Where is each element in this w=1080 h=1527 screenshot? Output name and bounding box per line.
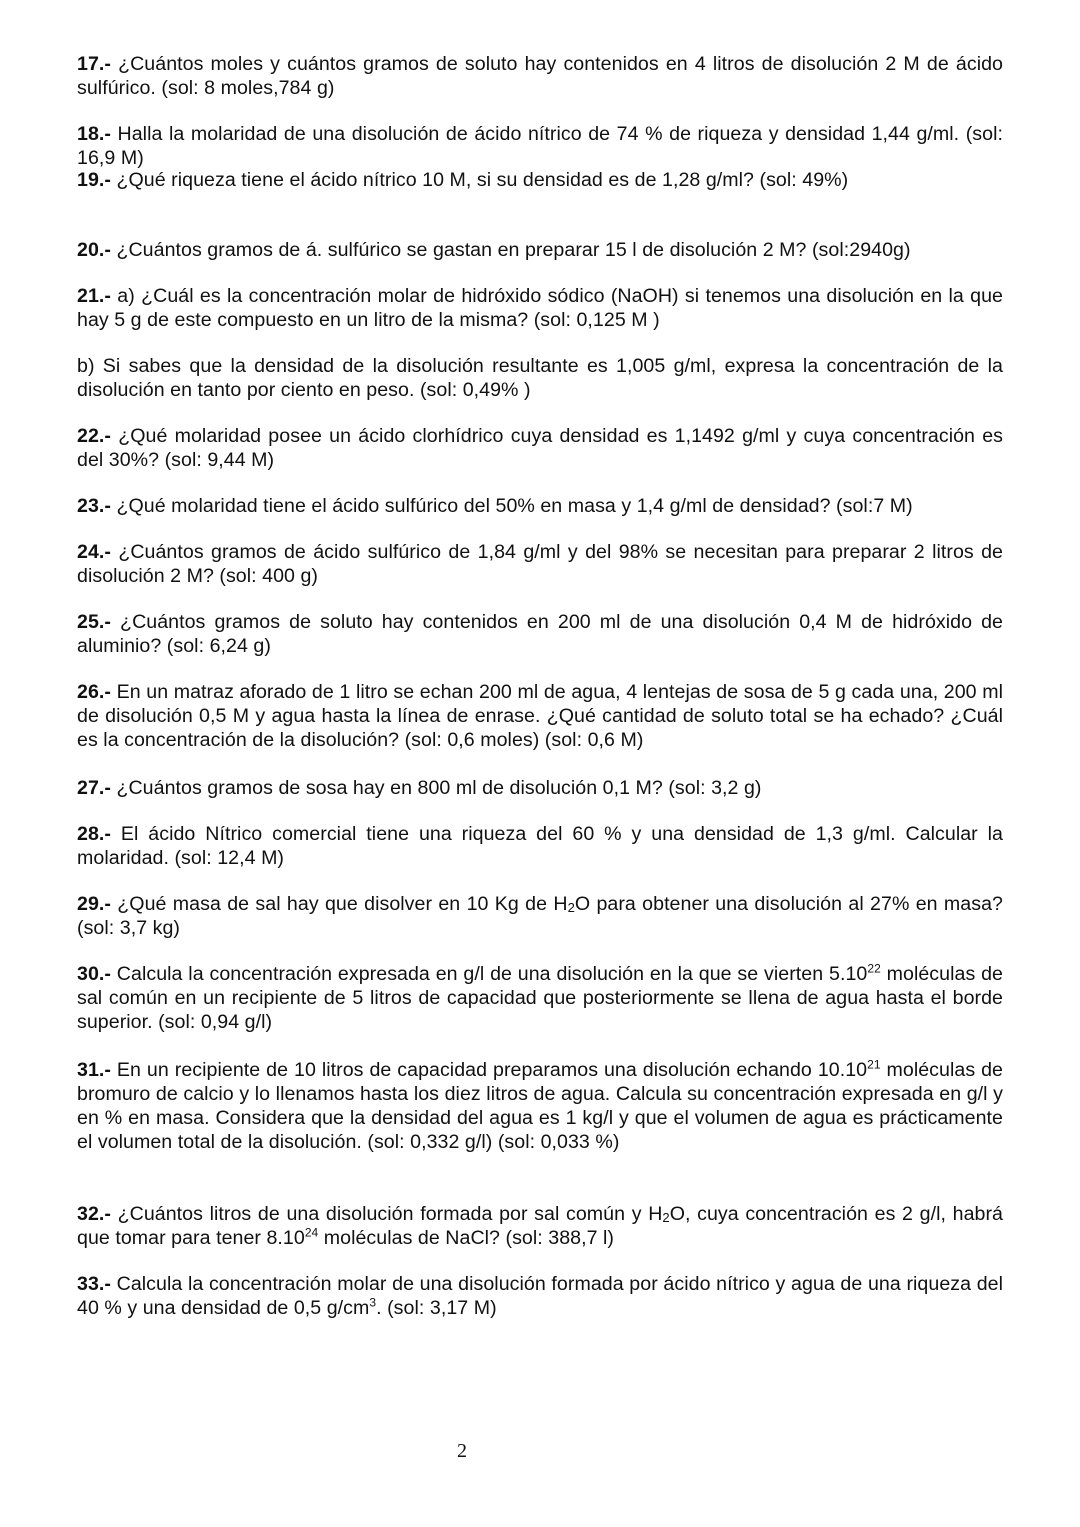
- problem-number: 19.-: [77, 169, 111, 191]
- problem-number: 27.-: [77, 777, 111, 799]
- problem-text: Calcula la concentración molar de una disolución formada por ácido nítrico y agua de una riqueza del 40 % y una densidad de 0,5 g/cm: [77, 1273, 1004, 1319]
- problem-item: [77, 52, 1003, 100]
- problem-text: moléculas de bromuro de calcio y lo llenamos hasta los diez litros de agua. Calcula su concentración expresada en g/l y en % en masa. Considera que la densidad del agua es 1 kg/l y que el volumen de agua es prácticamente el volumen total de la disolución. (sol: 0,332 g/l) (sol: 0,033 %): [77, 1059, 1003, 1153]
- problem-number: 17.-: [77, 53, 111, 75]
- problem-number: 33.-: [77, 1273, 111, 1295]
- problem-item: [77, 1272, 1003, 1320]
- problem-item: [77, 680, 1003, 752]
- subscript: 2: [662, 1210, 670, 1225]
- problem-number: 31.-: [77, 1059, 111, 1081]
- problem-text: Calcula la concentración expresada en g/l de una disolución en la que se vierten 5.10: [116, 963, 868, 985]
- problem-text: ¿Qué molaridad tiene el ácido sulfúrico del 50% en masa y 1,4 g/ml de densidad? (sol:7 M): [116, 495, 913, 517]
- problem-item: [77, 168, 1003, 192]
- problem-item: [77, 494, 1003, 518]
- page-number: 2: [457, 1440, 467, 1462]
- problem-text: ¿Cuántos gramos de soluto hay contenidos en 200 ml de una disolución 0,4 M de hidróxido de aluminio? (sol: 6,24 g): [77, 611, 1003, 657]
- problem-text: moléculas de sal común en un recipiente de 5 litros de capacidad que posteriormente se llena de agua hasta el borde superior. (sol: 0,94 g/l): [77, 963, 1003, 1033]
- problem-item: [77, 122, 1003, 170]
- problem-item: [77, 892, 1003, 940]
- problem-text: ¿Cuántos gramos de sosa hay en 800 ml de disolución 0,1 M? (sol: 3,2 g): [116, 777, 762, 799]
- problem-number: 29.-: [77, 893, 111, 915]
- problem-number: 30.-: [77, 963, 111, 985]
- problem-item: [77, 424, 1003, 472]
- problem-number: 25.-: [77, 611, 111, 633]
- problem-text: ¿Qué molaridad posee un ácido clorhídrico cuya densidad es 1,1492 g/ml y cuya concentración es del 30%? (sol: 9,44 M): [77, 425, 1003, 471]
- superscript: 24: [304, 1225, 319, 1240]
- problem-text: ¿Qué riqueza tiene el ácido nítrico 10 M, si su densidad es de 1,28 g/ml? (sol: 49%): [116, 169, 849, 191]
- problem-text: ¿Cuántos moles y cuántos gramos de soluto hay contenidos en 4 litros de disolución 2 M de ácido sulfúrico. (sol: 8 moles,784 g): [77, 53, 1003, 99]
- problem-item: [77, 610, 1003, 658]
- problem-text: Halla la molaridad de una disolución de ácido nítrico de 74 % de riqueza y densidad 1,44 g/ml. (sol: 16,9 M): [77, 123, 1003, 169]
- problem-item: [77, 962, 1003, 1034]
- problem-text: O, cuya concentración es 2 g/l, habrá que tomar para tener 8.10: [77, 1203, 1003, 1249]
- problem-text: El ácido Nítrico comercial tiene una riqueza del 60 % y una densidad de 1,3 g/ml. Calcular la molaridad. (sol: 12,4 M): [77, 823, 1004, 869]
- problem-number: 21.-: [77, 285, 111, 307]
- problem-text: En un recipiente de 10 litros de capacidad preparamos una disolución echando 10.10: [116, 1059, 868, 1081]
- problem-item: [77, 822, 1003, 870]
- superscript: 3: [369, 1295, 377, 1310]
- problem-number: 32.-: [77, 1203, 111, 1225]
- problem-item: [77, 776, 1003, 800]
- problem-text: moléculas de NaCl? (sol: 388,7 l): [318, 1227, 615, 1249]
- problem-item: [77, 1202, 1003, 1250]
- problem-number: 24.-: [77, 541, 111, 563]
- problem-item: [77, 540, 1003, 588]
- superscript: 22: [867, 961, 881, 976]
- problem-number: 26.-: [77, 681, 111, 703]
- problem-item: [77, 238, 1003, 262]
- problem-text: a) ¿Cuál es la concentración molar de hidróxido sódico (NaOH) si tenemos una disolución en la que hay 5 g de este compuesto en un litro de la misma? (sol: 0,125 M ): [77, 285, 1004, 331]
- problem-item: [77, 354, 1003, 402]
- problem-text: b) Si sabes que la densidad de la disolución resultante es 1,005 g/ml, expresa la concentración de la disolución en tanto por ciento en peso. (sol: 0,49% ): [77, 355, 1003, 401]
- problem-text: ¿Cuántos gramos de á. sulfúrico se gastan en preparar 15 l de disolución 2 M? (sol:2940g): [116, 239, 911, 261]
- problem-text: ¿Cuántos gramos de ácido sulfúrico de 1,84 g/ml y del 98% se necesitan para preparar 2 litros de disolución 2 M? (sol: 400 g): [77, 541, 1003, 587]
- problem-text: En un matraz aforado de 1 litro se echan 200 ml de agua, 4 lentejas de sosa de 5 g cada una, 200 ml de disolución 0,5 M y agua hasta la línea de enrase. ¿Qué cantidad de soluto total se ha echado? ¿Cuál es la concentración de la disolución? (sol: 0,6 moles) (sol: 0,6 M): [77, 681, 1003, 751]
- subscript: 2: [567, 900, 575, 915]
- problem-text: ¿Cuántos litros de una disolución formada por sal común y H: [117, 1203, 663, 1225]
- problem-number: 23.-: [77, 495, 111, 517]
- problem-text: . (sol: 3,17 M): [376, 1297, 497, 1319]
- problem-item: [77, 284, 1003, 332]
- superscript: 21: [867, 1057, 881, 1072]
- problem-number: 18.-: [77, 123, 111, 145]
- problem-item: [77, 1058, 1003, 1154]
- problem-number: 28.-: [77, 823, 111, 845]
- problem-number: 20.-: [77, 239, 111, 261]
- problem-number: 22.-: [77, 425, 111, 447]
- problem-text: O para obtener una disolución al 27% en masa? (sol: 3,7 kg): [77, 893, 1003, 939]
- problem-text: ¿Qué masa de sal hay que disolver en 10 Kg de H: [117, 893, 568, 915]
